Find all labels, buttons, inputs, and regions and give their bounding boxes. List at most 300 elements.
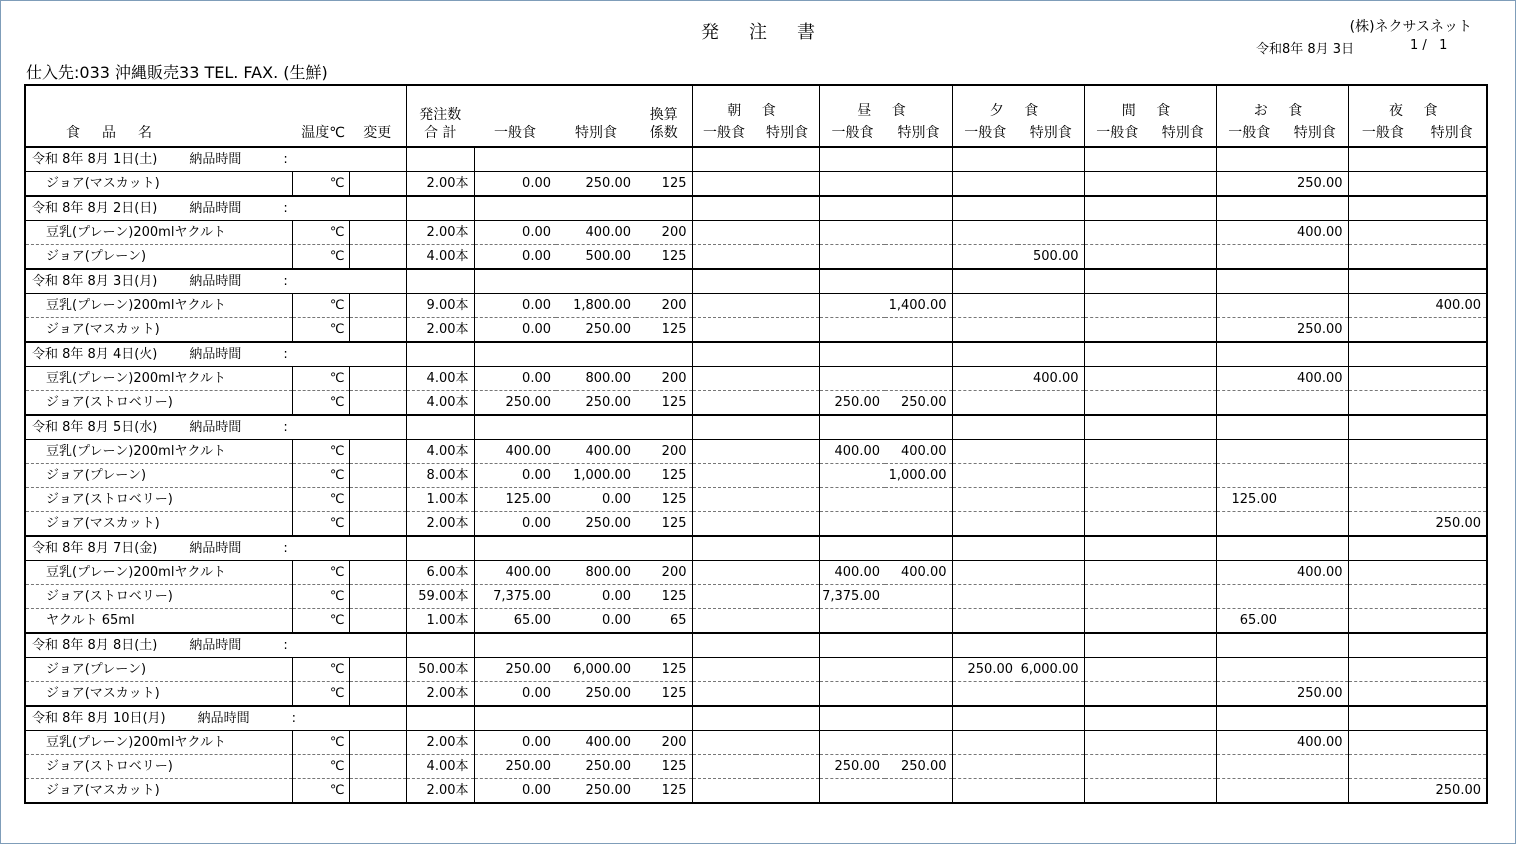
meal-value: [1084, 318, 1150, 343]
meal-value: [952, 585, 1018, 609]
item-general: 250.00: [474, 658, 556, 682]
delivery-date: [25, 415, 406, 440]
item-name: 豆乳(プレーン)200mlヤクルト: [25, 294, 292, 318]
meal-value: [1150, 682, 1216, 707]
table-row: [25, 561, 1487, 585]
item-factor: 125: [661, 515, 687, 531]
delivery-time-label: 納品時間: [189, 200, 242, 216]
item-general: 0.00: [474, 367, 556, 391]
item-special: 0.00: [556, 488, 636, 512]
meal-value: [952, 755, 1018, 779]
delivery-date-label: 令和 8年 8月 1日(土): [32, 151, 158, 167]
meal-value: [1414, 488, 1487, 512]
meal-value: [1414, 561, 1487, 585]
delivery-time-label: 納品時間: [189, 637, 242, 653]
item-factor: 125: [636, 658, 692, 682]
delivery-time-colon: :: [283, 273, 288, 289]
meal-value: 250.00: [819, 391, 885, 416]
meal-value: [1150, 488, 1216, 512]
header-row: [25, 85, 1487, 147]
meal-value: [756, 731, 819, 755]
item-factor: 125: [636, 585, 692, 609]
delivery-time-colon: :: [283, 419, 288, 435]
meal-value: [756, 221, 819, 245]
meal-value: 500.00: [1033, 248, 1079, 264]
item-change: [349, 367, 406, 391]
meal-value: [1414, 682, 1487, 707]
meal-value: [1018, 561, 1084, 585]
meal-value: [1216, 464, 1282, 488]
meal-value: [1414, 658, 1487, 682]
meal-value: [1084, 731, 1150, 755]
item-name: 豆乳(プレーン)200mlヤクルト: [25, 561, 292, 585]
item-change: [349, 391, 406, 416]
meal-value: [756, 367, 819, 391]
item-factor: 200: [636, 440, 692, 464]
meal-value: [1018, 682, 1084, 707]
meal-value: [756, 779, 819, 804]
delivery-date: [25, 633, 406, 658]
page-number: 1 / 1: [1410, 38, 1448, 53]
col-header-o-meal: お 食 一般食 特別食: [1216, 85, 1348, 147]
meal-value: [1282, 488, 1348, 512]
item-general: 0.00: [474, 245, 556, 270]
issue-date: 令和8年 8月 3日: [1256, 42, 1355, 57]
item-factor: 125: [661, 321, 687, 337]
date-row: [25, 342, 1487, 367]
meal-value: [1282, 440, 1348, 464]
meal-value: [952, 464, 1018, 488]
meal-value: [885, 245, 952, 270]
item-temp: ℃: [292, 585, 349, 609]
item-name: ジョア(ストロベリー): [46, 394, 173, 410]
meal-value: [1084, 585, 1150, 609]
meal-value: [692, 585, 756, 609]
meal-value: [819, 609, 885, 634]
meal-value: [819, 367, 885, 391]
meal-value: 250.00: [952, 658, 1018, 682]
meal-value: [756, 658, 819, 682]
meal-value: [756, 755, 819, 779]
meal-value: [1348, 585, 1414, 609]
item-special: 250.00: [556, 755, 636, 779]
meal-value: [756, 318, 819, 343]
meal-value: 6,000.00: [1018, 658, 1084, 682]
meal-value: [1150, 294, 1216, 318]
meal-value: [1018, 464, 1084, 488]
meal-value: 250.00: [901, 394, 947, 410]
meal-value: 400.00: [1282, 221, 1348, 245]
meal-value: 250.00: [1297, 321, 1343, 337]
item-factor: 200: [636, 561, 692, 585]
item-qty: 4.00本: [406, 440, 474, 464]
meal-value: [1018, 440, 1084, 464]
meal-value: 400.00: [885, 440, 952, 464]
meal-value: [692, 464, 756, 488]
meal-value: [1348, 658, 1414, 682]
item-general: 125.00: [474, 488, 556, 512]
meal-value: 250.00: [819, 755, 885, 779]
item-name: ヤクルト 65ml: [46, 612, 135, 628]
delivery-date: [25, 269, 406, 294]
col-header-name: 食品名: [25, 85, 292, 147]
meal-value: [1414, 464, 1487, 488]
meal-value: 400.00: [1018, 367, 1084, 391]
col-header-general: 一般食: [474, 85, 556, 147]
item-qty: 59.00本: [406, 585, 474, 609]
order-table: [24, 84, 1488, 804]
supplier-line: 仕入先:033 沖縄販売33 TEL. FAX. (生鮮): [26, 63, 328, 82]
meal-value: [819, 294, 885, 318]
item-special: 800.00: [556, 561, 636, 585]
meal-value: [1348, 779, 1414, 804]
meal-value: [1084, 609, 1150, 634]
meal-value: [1282, 294, 1348, 318]
item-temp: ℃: [292, 464, 349, 488]
meal-value: [952, 245, 1018, 270]
meal-value: [1414, 245, 1487, 270]
item-change: [349, 731, 406, 755]
meal-value: [1018, 318, 1084, 343]
meal-value: [692, 440, 756, 464]
meal-value: [1348, 755, 1414, 779]
meal-value: [1216, 367, 1282, 391]
delivery-date-label: 令和 8年 8月 10日(月): [32, 710, 166, 726]
meal-value: 400.00: [819, 561, 885, 585]
meal-value: [1018, 731, 1084, 755]
item-factor: 125: [636, 464, 692, 488]
meal-value: [952, 779, 1018, 804]
item-factor: 125: [661, 782, 687, 798]
item-temp: ℃: [292, 367, 349, 391]
meal-value: 1,000.00: [885, 464, 952, 488]
item-temp: ℃: [292, 731, 349, 755]
meal-value: [1282, 464, 1348, 488]
item-qty: 9.00本: [406, 294, 474, 318]
item-change: [349, 755, 406, 779]
meal-value: [1216, 294, 1282, 318]
item-change: [349, 658, 406, 682]
meal-value: [1414, 172, 1487, 197]
col-header-lunch: 昼 食 一般食 特別食: [819, 85, 952, 147]
meal-value: [1150, 367, 1216, 391]
meal-value: [1348, 561, 1414, 585]
delivery-time-label: 納品時間: [189, 346, 242, 362]
meal-value: [1216, 172, 1282, 197]
meal-value: [1150, 561, 1216, 585]
delivery-time-colon: :: [283, 346, 288, 362]
table-row: [25, 318, 1487, 343]
item-change: [349, 779, 406, 804]
item-temp: ℃: [292, 658, 349, 682]
date-row: [25, 633, 1487, 658]
meal-value: [1348, 318, 1414, 343]
meal-value: [819, 172, 885, 197]
table-row: [25, 512, 1487, 537]
meal-value: [1216, 682, 1282, 707]
meal-value: [885, 779, 952, 804]
meal-value: [1414, 221, 1487, 245]
item-name: ジョア(ストロベリー): [25, 755, 292, 779]
item-general: 0.00: [474, 464, 556, 488]
meal-value: [885, 488, 952, 512]
delivery-date-label: 令和 8年 8月 8日(土): [32, 637, 158, 653]
meal-value: [756, 609, 819, 634]
meal-value: [1084, 367, 1150, 391]
item-general: 65.00: [474, 609, 556, 634]
meal-value: [756, 440, 819, 464]
item-name: ジョア(ストロベリー): [25, 585, 292, 609]
table-row: [25, 755, 1487, 779]
item-change: [349, 585, 406, 609]
item-name: ジョア(マスカット): [46, 515, 160, 531]
item-qty: 4.00本: [406, 367, 474, 391]
item-name: 豆乳(プレーン)200mlヤクルト: [25, 367, 292, 391]
item-temp: ℃: [292, 682, 349, 707]
item-change: [349, 221, 406, 245]
item-qty: 4.00本: [406, 391, 474, 416]
meal-value: [952, 294, 1018, 318]
meal-value: [1018, 755, 1084, 779]
meal-value: [1084, 391, 1150, 416]
item-name: ジョア(マスカット): [46, 782, 160, 798]
meal-value: [1150, 172, 1216, 197]
meal-value: [692, 172, 756, 197]
meal-value: [885, 609, 952, 634]
table-row: [25, 391, 1487, 416]
meal-value: [756, 294, 819, 318]
meal-value: [692, 221, 756, 245]
meal-value: [1018, 609, 1084, 634]
meal-value: [1414, 609, 1487, 634]
meal-value: 250.00: [885, 755, 952, 779]
item-special: 250.00: [585, 782, 631, 798]
meal-value: [692, 512, 756, 537]
item-general: 250.00: [474, 391, 556, 416]
delivery-date-label: 令和 8年 8月 4日(火): [32, 346, 158, 362]
meal-value: [756, 464, 819, 488]
meal-value: [819, 221, 885, 245]
delivery-time-label: 納品時間: [189, 540, 242, 556]
meal-value: [1018, 488, 1084, 512]
item-general: 0.00: [474, 512, 556, 537]
meal-value: [819, 658, 885, 682]
item-qty: 2.00本: [406, 172, 474, 197]
delivery-date-label: 令和 8年 8月 3日(月): [32, 273, 158, 289]
meal-value: [692, 609, 756, 634]
meal-value: [885, 221, 952, 245]
table-row: [25, 609, 1487, 634]
table-row: [25, 245, 1487, 270]
item-change: [349, 294, 406, 318]
item-qty: 6.00本: [406, 561, 474, 585]
item-special: 0.00: [556, 585, 636, 609]
item-general: 0.00: [474, 294, 556, 318]
item-qty: 1.00本: [406, 488, 474, 512]
table-row: [25, 585, 1487, 609]
meal-value: [756, 488, 819, 512]
meal-value: [1414, 731, 1487, 755]
table-row: [25, 367, 1487, 391]
meal-value: [692, 779, 756, 804]
meal-value: [952, 512, 1018, 537]
meal-value: [1216, 755, 1282, 779]
table-row: [25, 731, 1487, 755]
item-factor: 200: [636, 731, 692, 755]
meal-value: [1216, 512, 1282, 537]
meal-value: [1018, 585, 1084, 609]
meal-value: 65.00: [1216, 609, 1282, 634]
meal-value: [1150, 318, 1216, 343]
item-name: 豆乳(プレーン)200mlヤクルト: [25, 731, 292, 755]
item-qty: 4.00本: [406, 755, 474, 779]
meal-value: [885, 318, 952, 343]
table-row: [25, 682, 1487, 707]
table-row: [25, 440, 1487, 464]
item-qty: 50.00本: [406, 658, 474, 682]
item-special: 800.00: [556, 367, 636, 391]
meal-value: [692, 367, 756, 391]
meal-value: 250.00: [1435, 515, 1481, 531]
item-temp: ℃: [292, 318, 349, 343]
meal-value: [692, 561, 756, 585]
meal-value: [1084, 779, 1150, 804]
item-qty: 1.00本: [406, 609, 474, 634]
delivery-time-label: 納品時間: [197, 710, 250, 726]
table-row: [25, 172, 1487, 197]
meal-value: [1348, 512, 1414, 537]
col-header-temp: 温度℃: [292, 85, 349, 147]
date-row: [25, 147, 1487, 172]
meal-value: [1216, 245, 1282, 270]
delivery-time-label: 納品時間: [189, 419, 242, 435]
col-header-factor: 換算 係数: [636, 85, 692, 147]
item-temp: ℃: [292, 512, 349, 537]
meal-value: 400.00: [885, 561, 952, 585]
item-change: [349, 609, 406, 634]
delivery-time-colon: :: [283, 151, 288, 167]
meal-value: [952, 488, 1018, 512]
item-change: [349, 318, 406, 343]
meal-value: [756, 512, 819, 537]
item-temp: ℃: [292, 488, 349, 512]
meal-value: [952, 172, 1018, 197]
meal-value: [952, 682, 1018, 707]
item-special: 400.00: [556, 440, 636, 464]
meal-value: [1018, 391, 1084, 416]
item-change: [349, 682, 406, 707]
item-qty: 8.00本: [406, 464, 474, 488]
item-change: [349, 172, 406, 197]
meal-value: [1414, 755, 1487, 779]
meal-value: [819, 464, 885, 488]
delivery-date-label: 令和 8年 8月 5日(水): [32, 419, 158, 435]
meal-value: [1150, 440, 1216, 464]
meal-value: [1216, 585, 1282, 609]
item-change: [349, 488, 406, 512]
meal-value: [692, 731, 756, 755]
meal-value: [1084, 440, 1150, 464]
meal-value: [692, 658, 756, 682]
delivery-time-colon: :: [283, 540, 288, 556]
table-row: [25, 658, 1487, 682]
item-factor: 125: [636, 755, 692, 779]
meal-value: [1348, 294, 1414, 318]
item-factor: 65: [669, 612, 687, 628]
meal-value: [756, 245, 819, 270]
date-row: [25, 269, 1487, 294]
meal-value: [1150, 464, 1216, 488]
meal-value: [952, 561, 1018, 585]
meal-value: [1348, 367, 1414, 391]
meal-value: 400.00: [1282, 367, 1348, 391]
meal-value: [692, 488, 756, 512]
meal-value: [1414, 367, 1487, 391]
meal-value: [756, 682, 819, 707]
col-header-dinner: 夕 食 一般食 特別食: [952, 85, 1084, 147]
meal-value: [1348, 391, 1414, 416]
meal-value: 250.00: [1297, 685, 1343, 701]
item-qty: 2.00本: [406, 221, 474, 245]
meal-value: [1348, 609, 1414, 634]
meal-value: [1282, 658, 1348, 682]
meal-value: [1084, 658, 1150, 682]
meal-value: [952, 221, 1018, 245]
col-header-night: 夜 食 一般食 特別食: [1348, 85, 1487, 147]
meal-value: [885, 367, 952, 391]
table-row: [25, 464, 1487, 488]
meal-value: [1282, 755, 1348, 779]
meal-value: [1150, 391, 1216, 416]
meal-value: [756, 561, 819, 585]
meal-value: [1150, 731, 1216, 755]
item-temp: ℃: [292, 245, 349, 270]
item-special: 250.00: [585, 175, 631, 191]
meal-value: [1084, 294, 1150, 318]
meal-value: 1,400.00: [885, 294, 952, 318]
meal-value: [885, 585, 952, 609]
item-special: 250.00: [585, 321, 631, 337]
meal-value: 250.00: [1297, 175, 1343, 191]
item-factor: 125: [661, 175, 687, 191]
item-name: 豆乳(プレーン)200mlヤクルト: [25, 440, 292, 464]
meal-value: [952, 731, 1018, 755]
meal-value: [885, 512, 952, 537]
item-qty: 2.00本: [406, 779, 474, 804]
meal-value: [1150, 779, 1216, 804]
item-factor: 125: [661, 248, 687, 264]
item-special: 250.00: [585, 685, 631, 701]
meal-value: [819, 682, 885, 707]
meal-value: 400.00: [1282, 731, 1348, 755]
meal-value: [1150, 585, 1216, 609]
item-general: 0.00: [474, 682, 556, 707]
meal-value: [692, 755, 756, 779]
item-qty: 2.00本: [406, 512, 474, 537]
table-row: [25, 488, 1487, 512]
item-name: ジョア(プレーン): [25, 464, 292, 488]
meal-value: [1348, 221, 1414, 245]
delivery-date-label: 令和 8年 8月 2日(日): [32, 200, 158, 216]
meal-value: 400.00: [1414, 294, 1487, 318]
meal-value: 400.00: [819, 440, 885, 464]
item-name: 豆乳(プレーン)200mlヤクルト: [25, 221, 292, 245]
item-temp: ℃: [292, 609, 349, 634]
meal-value: [692, 245, 756, 270]
item-temp: ℃: [292, 779, 349, 804]
item-general: 250.00: [474, 755, 556, 779]
meal-value: [1216, 391, 1282, 416]
